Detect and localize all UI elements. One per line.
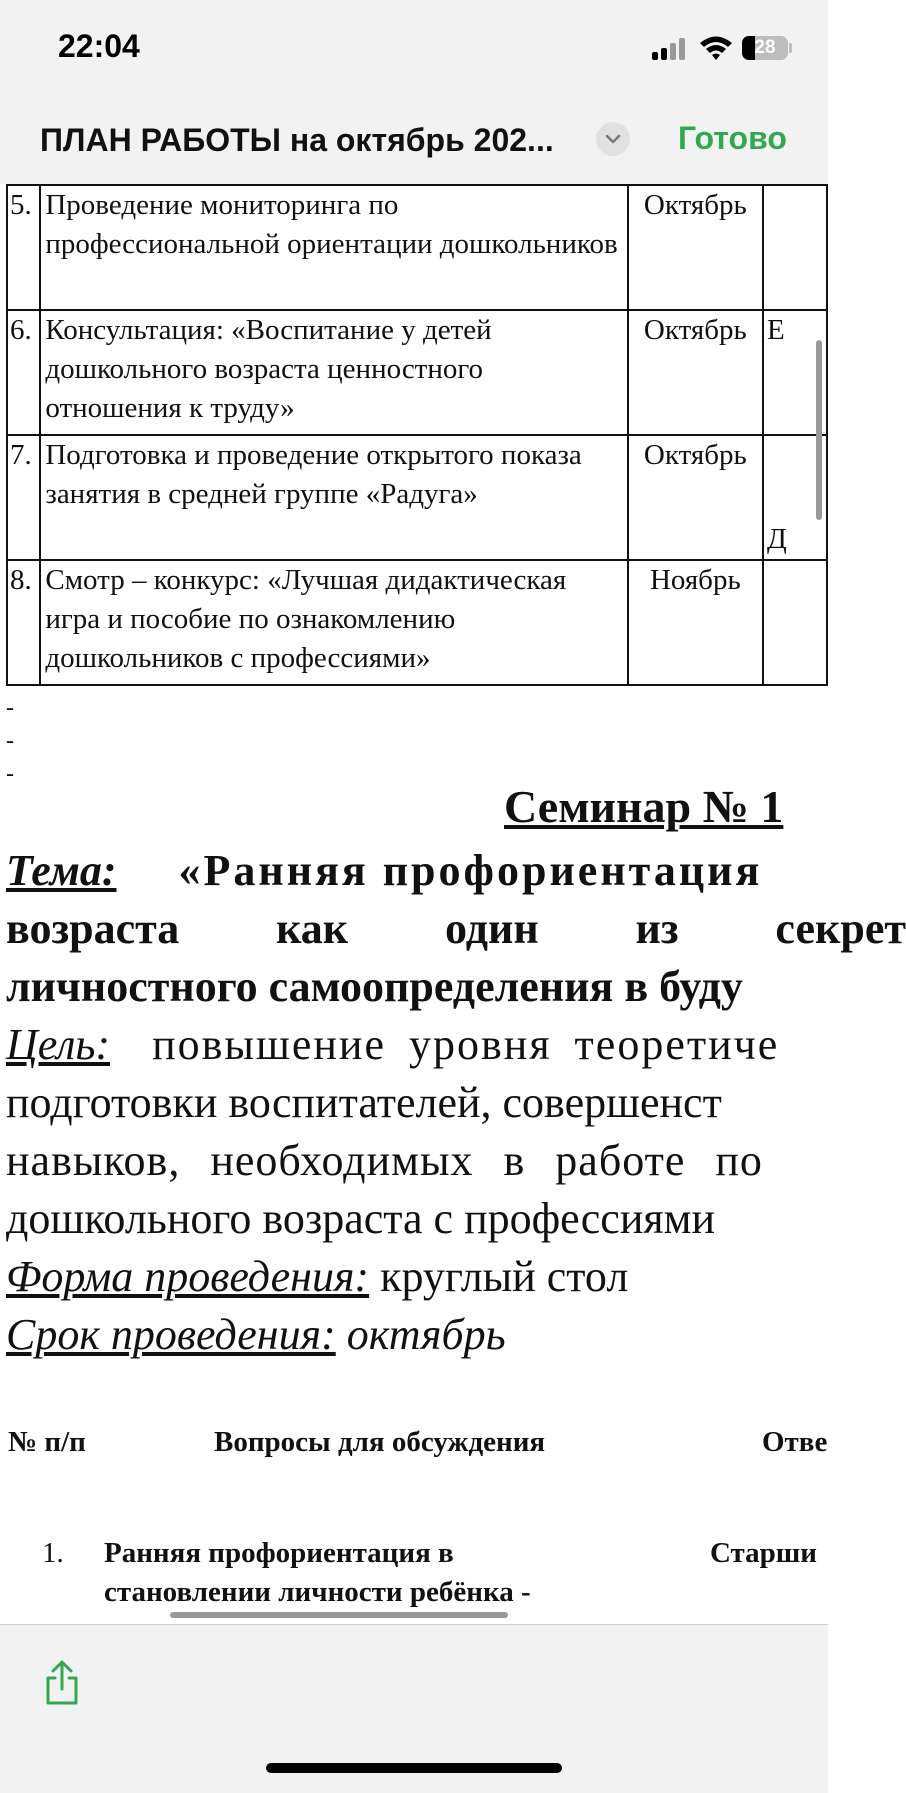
row-responsible: Д	[763, 435, 827, 560]
vertical-scrollbar[interactable]	[816, 340, 822, 520]
done-button[interactable]: Готово	[678, 120, 787, 156]
row-text: Проведение мониторинга по профессиональной ориентации дошкольников	[40, 185, 627, 310]
row-responsible	[763, 560, 827, 685]
row-month: Октябрь	[628, 185, 763, 310]
goal-line-2: подготовки воспитателей, совершенст	[6, 1078, 722, 1127]
row-number: 5.	[7, 185, 40, 310]
document-title[interactable]: ПЛАН РАБОТЫ на октябрь 202...	[40, 122, 554, 158]
question-text	[104, 1534, 531, 1612]
topic-label: Тема:	[6, 846, 117, 895]
row-number: 8.	[7, 560, 40, 685]
row-text: Смотр – конкурс: «Лучшая дидактическая игра и пособие по ознакомлению дошкольников с профессиями»	[40, 560, 627, 685]
document-nav-bar	[0, 100, 828, 185]
document-viewport[interactable]	[0, 184, 906, 1624]
questions-header-num: № п/п	[8, 1426, 86, 1458]
topic-line-3: личностного самоопределения в буду	[6, 962, 743, 1011]
topic-line-2	[6, 900, 906, 958]
table-row	[7, 435, 827, 560]
row-text: Подготовка и проведение открытого показа занятия в средней группе «Радуга»	[40, 435, 627, 560]
table-row	[7, 310, 827, 435]
goal-line-4: дошкольного возраста с профессиями	[6, 1194, 716, 1243]
share-icon[interactable]	[42, 1659, 82, 1707]
row-month: Ноябрь	[628, 560, 763, 685]
row-number: 7.	[7, 435, 40, 560]
wifi-icon	[698, 34, 734, 62]
row-month: Октябрь	[628, 310, 763, 435]
battery-icon	[742, 36, 788, 60]
topic-word: возраста	[6, 904, 180, 953]
row-number: 6.	[7, 310, 40, 435]
plan-table	[6, 184, 828, 686]
row-responsible: Е	[763, 310, 827, 435]
questions-header-topic: Вопросы для обсуждения	[214, 1426, 546, 1458]
status-bar	[0, 0, 828, 100]
table-row	[7, 560, 827, 685]
list-dash: -	[6, 695, 14, 721]
question-responsible: Старши	[710, 1537, 817, 1569]
topic-text: «Ранняя профориентация	[178, 846, 763, 895]
question-line: становлении личности ребёнка -	[104, 1576, 531, 1608]
seminar-title: Семинар № 1	[504, 781, 784, 832]
chevron-down-icon	[604, 131, 622, 147]
topic-word: секрет	[775, 904, 906, 953]
cellular-signal-icon	[652, 38, 686, 60]
question-line: Ранняя профориентация в	[104, 1537, 454, 1569]
term-value: октябрь	[346, 1310, 506, 1359]
goal-label: Цель:	[6, 1020, 111, 1069]
questions-header-responsible: Отве	[762, 1426, 828, 1458]
table-row	[7, 185, 827, 310]
list-dash: -	[6, 761, 14, 787]
row-text: Консультация: «Воспитание у детей дошкольного возраста ценностного отношения к труду»	[40, 310, 627, 435]
battery-tip	[789, 43, 792, 53]
term-line	[6, 1306, 506, 1364]
goal-text: повышение уровня теоретиче	[152, 1020, 780, 1069]
form-label: Форма проведения:	[6, 1252, 370, 1301]
horizontal-scrollbar[interactable]	[170, 1612, 508, 1618]
question-number: 1.	[42, 1537, 64, 1569]
list-dash: -	[6, 728, 14, 754]
topic-word: как	[276, 904, 349, 953]
form-line	[6, 1248, 628, 1306]
topic-line	[6, 842, 762, 900]
topic-word: из	[635, 904, 679, 953]
row-month: Октябрь	[628, 435, 763, 560]
form-value: круглый стол	[380, 1252, 629, 1301]
row-responsible	[763, 185, 827, 310]
battery-level: 28	[754, 37, 776, 58]
status-time: 22:04	[58, 28, 140, 64]
goal-line-3: навыков, необходимых в работе по	[6, 1136, 763, 1185]
home-indicator[interactable]	[266, 1763, 562, 1773]
topic-word: один	[445, 904, 539, 953]
goal-line	[6, 1016, 779, 1074]
title-menu-button[interactable]	[596, 122, 630, 156]
term-label: Срок проведения:	[6, 1310, 336, 1359]
